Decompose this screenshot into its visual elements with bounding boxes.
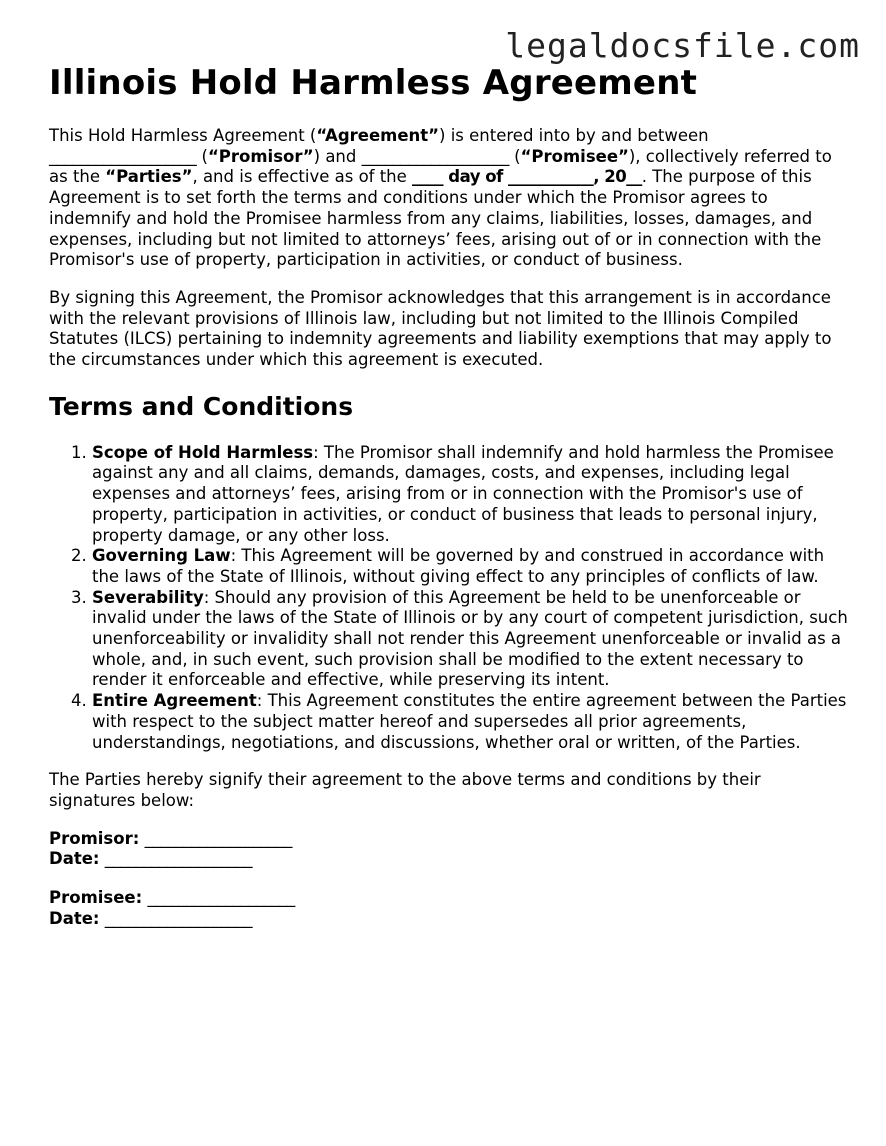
page-title: Illinois Hold Harmless Agreement	[49, 63, 698, 103]
watermark: legaldocsfile.com	[505, 26, 860, 65]
promisor-signature-blank: ___________________	[144, 828, 292, 848]
intro-text-2: ) is entered into by and between	[439, 126, 709, 145]
promisor-name-blank: ___________________	[49, 146, 197, 166]
parties-term: “Parties”	[105, 167, 193, 187]
document-page	[49, 62, 849, 930]
term-text: : This Agreement will be governed by and construed in accordance with the laws of the State of Illinois, without giving effect to any principles of conflicts of law.	[92, 546, 825, 586]
agreement-term: “Agreement”	[316, 126, 440, 145]
signature-intro: The Parties hereby signify their agreement to the above terms and conditions by their signatures below:	[49, 770, 761, 810]
term-title: Entire Agreement	[92, 691, 257, 711]
promisor-signature-block	[49, 829, 849, 870]
intro-paragraph	[49, 126, 849, 271]
promisee-signature-blank: ___________________	[147, 888, 295, 908]
term-item-severability	[92, 588, 849, 692]
term-item-scope	[92, 443, 849, 547]
promisor-date-blank: ___________________	[104, 849, 253, 869]
intro-text-3: (	[196, 146, 208, 166]
promisee-label: Promisee:	[49, 888, 143, 908]
term-text: : Should any provision of this Agreement be held to be unenforceable or invalid under the laws of the State of Illinois or by any court of competent jurisdiction, such unenforceability or invalidity shall not render this Agreement unenforceable or invalid as a whole, and, in such event, such provision shall be modified to the extent necessary to render it enforceable and effective, while preserving its intent.	[92, 587, 848, 690]
intro-text-5: (	[508, 146, 521, 166]
promisee-date-blank: ___________________	[104, 908, 253, 928]
terms-heading: Terms and Conditions	[49, 391, 354, 421]
promisee-date-line	[49, 909, 849, 930]
promisee-name-blank: ___________________	[361, 146, 509, 166]
promisor-term: “Promisor”	[207, 146, 314, 166]
intro-text-1: This Hold Harmless Agreement (	[49, 126, 317, 145]
promisee-signature-block	[49, 888, 849, 929]
date-label: Date:	[49, 908, 100, 928]
term-title: Governing Law	[92, 546, 231, 566]
intro-text-8: . The purpose of this Agreement is to set forth the terms and conditions under which the Promisor agrees to indemnify and hold the Promisee harmless from any claims, liabilities, losses, damages, and expenses, including but not limited to attorneys’ fees, arising out of or in connection with the Promisor's use of property, participation in activities, or conduct of business.	[49, 167, 822, 270]
term-title: Severability	[92, 587, 204, 607]
effective-date-blank: ____ day of ___________, 20__	[412, 167, 642, 187]
term-item-entire-agreement	[92, 691, 849, 753]
date-label: Date:	[49, 849, 100, 869]
term-item-governing-law	[92, 546, 849, 587]
promisor-label: Promisor:	[49, 828, 140, 848]
promisor-signature-line	[49, 829, 849, 850]
terms-list	[49, 443, 849, 754]
promisee-term: “Promisee”	[520, 146, 629, 166]
term-text: : The Promisor shall indemnify and hold harmless the Promisee against any and all claims, demands, damages, costs, and expenses, including legal expenses and attorneys’ fees, arising from or in connection with the Promisor's use of property, participation in activities, or conduct of business that leads to personal injury, property damage, or any other loss.	[92, 442, 834, 545]
intro-text-6: ), collectively referred to as the	[49, 146, 832, 187]
acknowledgment-paragraph: By signing this Agreement, the Promisor acknowledges that this arrangement is in accordance with the relevant provisions of Illinois law, including but not limited to the Illinois Compiled Statutes (ILCS) pertaining to indemnity agreements and liability exemptions that may apply to the circumstances under which this agreement is executed.	[49, 287, 832, 370]
term-text: : This Agreement constitutes the entire agreement between the Parties with respect to the subject matter hereof and supersedes all prior agreements, understandings, negotiations, and discussions, whether oral or written, of the Parties.	[92, 691, 847, 752]
intro-text-7: , and is effective as of the	[192, 167, 413, 187]
promisor-date-line	[49, 849, 849, 870]
promisee-signature-line	[49, 888, 849, 909]
intro-text-4: ) and	[313, 146, 362, 166]
term-title: Scope of Hold Harmless	[92, 442, 314, 462]
